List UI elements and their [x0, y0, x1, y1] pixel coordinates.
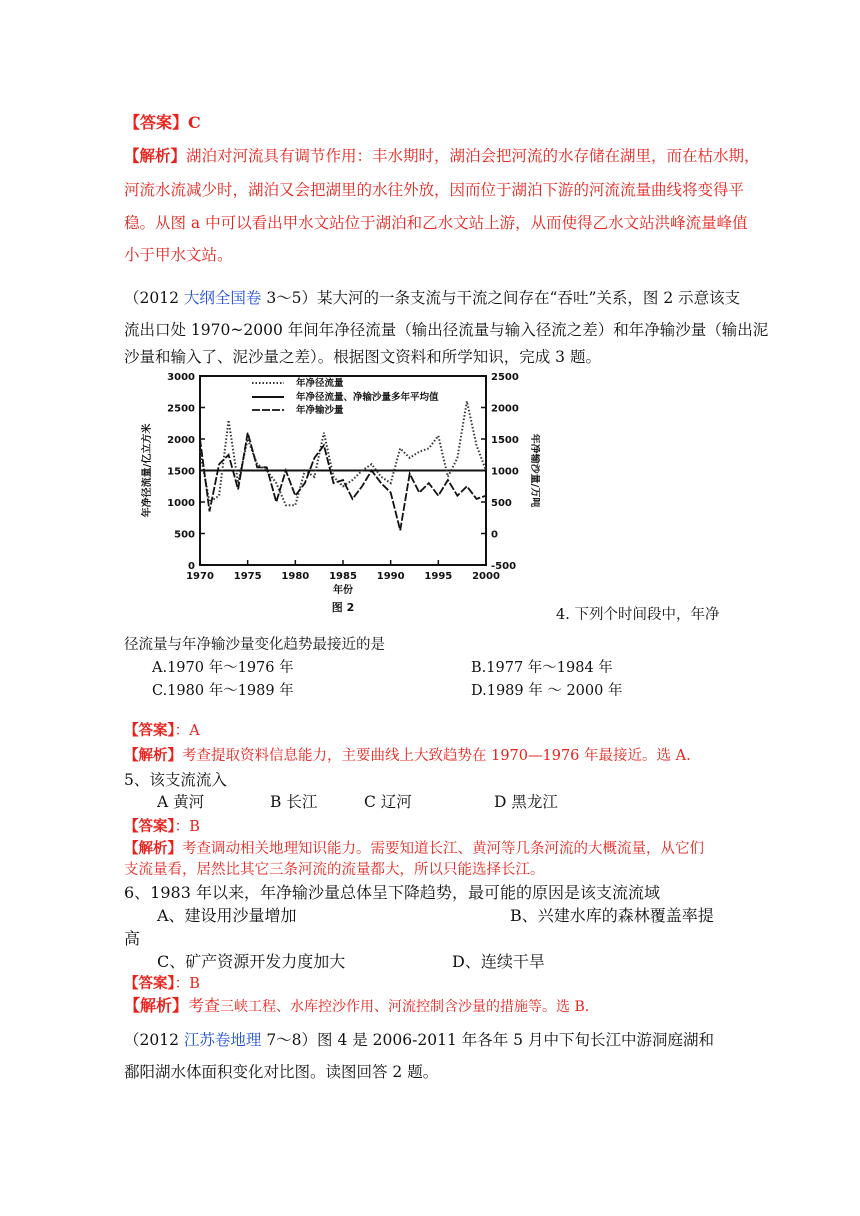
x-tick-label: 1975	[233, 571, 262, 582]
q4-answer	[124, 722, 200, 740]
x-axis-label: 年份	[333, 585, 353, 596]
answer-tag: 【答案】	[124, 975, 175, 992]
y-right-tick-label: 500	[491, 498, 512, 509]
x-tick-label: 1985	[329, 571, 357, 582]
q5-option-b: B 长江	[270, 793, 318, 811]
q6-option-d: D、连续干旱	[452, 952, 545, 971]
chart-title: 图 2	[331, 601, 355, 614]
y-right-tick-label: 2500	[491, 372, 519, 383]
answer-value: ：B	[174, 819, 200, 835]
q5-analysis-line-1	[124, 840, 704, 858]
x-tick-label: 1980	[281, 571, 310, 582]
chart-legend	[252, 377, 439, 416]
q6-analysis	[124, 996, 589, 1016]
source-link[interactable]: 大纲全国卷	[183, 289, 262, 307]
q6-option-c: C、矿产资源开发力度加大	[157, 952, 346, 971]
q4-option-a: A.1970 年～1976 年	[152, 660, 294, 676]
q5-stem: 5、该支流流入	[124, 771, 227, 789]
analysis-tag: 【解析】	[124, 840, 182, 857]
q4-analysis	[124, 747, 691, 765]
intro-line-2: 流出口处 1970~2000 年间年净径流量（输出径流量与输入径流之差）和年净输沙量（输出泥	[124, 321, 769, 339]
next-intro-line-2: 鄱阳湖水体面积变化对比图。读图回答 2 题。	[124, 1063, 439, 1081]
q3-analysis-line-1	[124, 147, 760, 166]
y-right-axis-label: 年净输沙量/万吨	[529, 433, 540, 508]
q4-option-c: C.1980 年～1989 年	[152, 683, 294, 699]
y-right-tick-label: -500	[491, 561, 517, 572]
answer-tag: 【答案】	[124, 113, 189, 132]
q6-answer	[124, 975, 200, 993]
q3-analysis-line-3: 稳。从图 a 中可以看出甲水文站位于湖泊和乙水文站上游，从而使得乙水文站洪峰流量峰值	[124, 214, 748, 232]
legend-label: 年净径流量、净输沙量多年平均值	[296, 392, 439, 403]
y-right-tick-label: 1000	[491, 466, 519, 478]
analysis-text: 考查调动相关地理知识能力。需要知道长江、黄河等几条河流的大概流量，从它们	[182, 841, 704, 857]
q5-answer	[124, 818, 200, 836]
figure-2-chart	[140, 364, 540, 618]
answer-tag: 【答案】	[124, 722, 175, 739]
intro-suffix: 7～8）图 4 是 2006-2011 年各年 5 月中下旬长江中游洞庭湖和	[261, 1031, 714, 1049]
intro-line-1	[124, 289, 740, 308]
y-left-tick-label: 3000	[167, 372, 195, 383]
y-left-tick-label: 500	[174, 529, 195, 541]
q3-answer	[124, 113, 201, 132]
q4-stem: 4. 下列个时间段中，年净	[556, 607, 720, 623]
analysis-text: 三峡工程、水库控沙作用、河流控制含沙量的措施等。选 B.	[220, 999, 590, 1015]
q4-option-d: D.1989 年 ～ 2000 年	[471, 683, 623, 699]
q4-stem-cont: 径流量与年净输沙量变化趋势最接近的是	[124, 637, 385, 653]
answer-value: C	[188, 113, 201, 132]
q6-option-a: A、建设用沙量增加	[157, 906, 297, 925]
intro-line-3: 沙量和输入了、泥沙量之差）。根据图文资料和所学知识，完成 3 题。	[124, 348, 601, 366]
legend-label: 年净径流量	[296, 378, 344, 389]
q6-option-b-cont: 高	[124, 929, 141, 948]
q6-stem: 6、1983 年以来，年净输沙量总体呈下降趋势，最可能的原因是该支流流域	[124, 883, 660, 902]
y-left-tick-label: 2500	[167, 403, 195, 415]
q3-analysis-line-4: 小于甲水文站。	[124, 246, 233, 264]
intro-prefix: （2012	[124, 289, 184, 307]
q5-option-a: A 黄河	[157, 793, 205, 811]
q3-analysis-line-2: 河流水流减少时，湖泊又会把湖里的水往外放，因而位于湖泊下游的河流流量曲线将变得平	[124, 181, 745, 199]
x-tick-label: 1970	[186, 571, 214, 582]
y-left-axis-label: 年净径流量/亿立方米	[142, 423, 153, 518]
x-tick-label: 1995	[424, 571, 453, 582]
analysis-text: 考查提取资料信息能力，主要曲线上大致趋势在 1970—1976 年最接近。选 A.	[182, 748, 691, 764]
legend-label: 年净输沙量	[296, 405, 344, 416]
q6-option-b: B、兴建水库的森林覆盖率提	[510, 906, 714, 925]
intro-suffix: 3～5）某大河的一条支流与干流之间存在“吞吐”关系，图 2 示意该支	[261, 289, 741, 307]
q4-option-b: B.1977 年～1984 年	[471, 660, 613, 676]
answer-value: ：A	[174, 723, 200, 739]
y-left-tick-label: 2000	[167, 435, 195, 446]
y-left-tick-label: 1000	[167, 498, 195, 509]
intro-prefix: （2012	[124, 1031, 184, 1049]
x-tick-label: 2000	[472, 571, 500, 582]
series-sediment-line	[200, 433, 486, 531]
answer-tag: 【答案】	[124, 818, 175, 835]
analysis-lead: 考查	[188, 996, 221, 1015]
series-runoff-line	[200, 401, 486, 505]
chart-plot	[200, 401, 486, 530]
analysis-tag: 【解析】	[124, 146, 187, 165]
analysis-text: 湖泊对河流具有调节作用：丰水期时，湖泊会把河流的水存储在湖里，而在枯水期，	[186, 147, 760, 165]
y-right-tick-label: 0	[491, 529, 498, 541]
analysis-tag: 【解析】	[124, 996, 189, 1015]
q5-analysis-line-2: 支流量看，居然比其它三条河流的流量都大，所以只能选择长江。	[124, 862, 545, 878]
answer-value: ：B	[174, 976, 200, 992]
q5-option-d: D 黑龙江	[494, 793, 558, 811]
y-right-tick-label: 1500	[491, 435, 519, 446]
y-right-tick-label: 2000	[491, 403, 519, 415]
q5-option-c: C 辽河	[364, 793, 412, 811]
next-intro-line-1	[124, 1031, 714, 1050]
y-left-tick-label: 1500	[167, 466, 195, 478]
source-link[interactable]: 江苏卷地理	[183, 1031, 262, 1049]
analysis-tag: 【解析】	[124, 747, 182, 764]
y-left-tick-label: 0	[188, 561, 195, 572]
x-tick-label: 1990	[376, 571, 405, 582]
